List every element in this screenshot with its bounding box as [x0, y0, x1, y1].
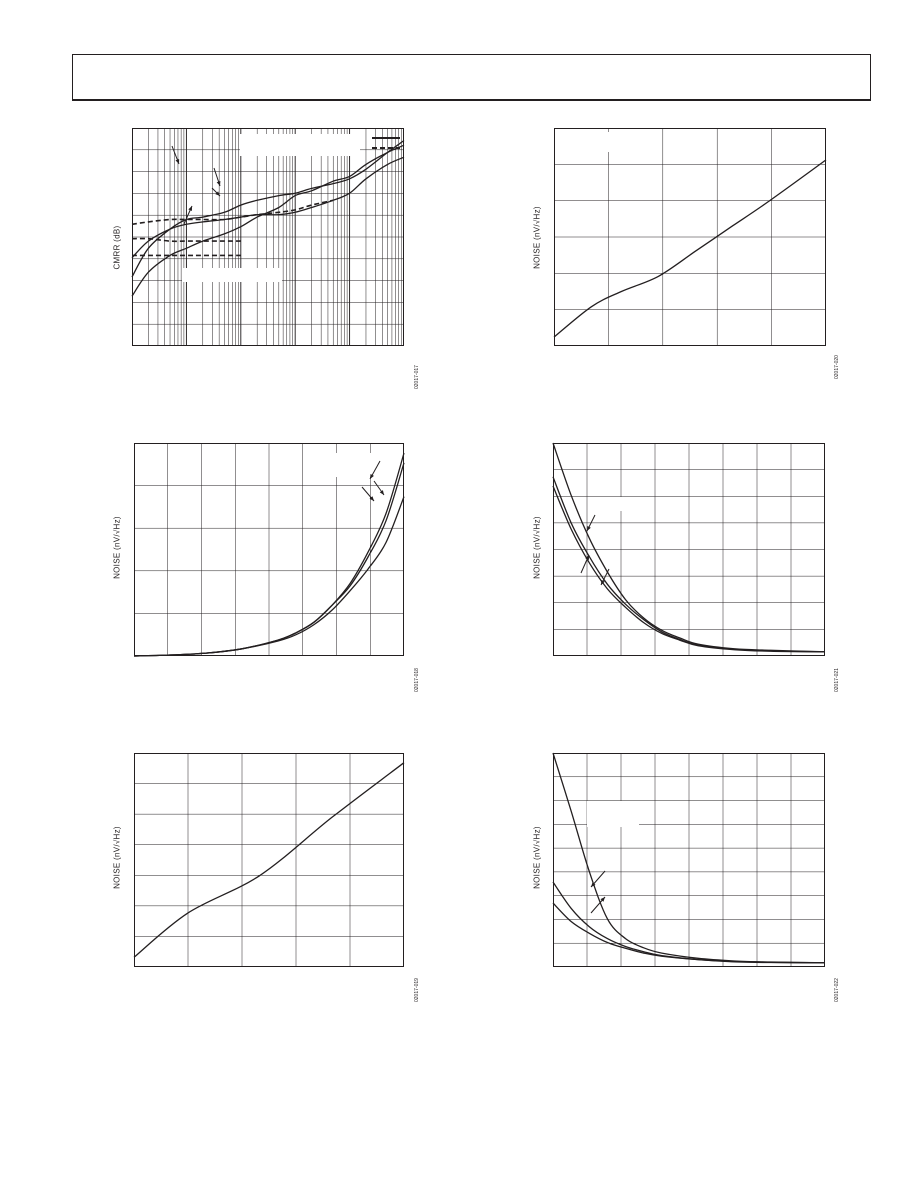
chart-plot-area	[553, 753, 825, 967]
callout-arrow-head	[176, 159, 180, 164]
chart-plot-area	[132, 128, 404, 346]
y-axis-label: NOISE (nV/√Hz)	[112, 516, 122, 579]
chart-plot-area	[134, 443, 404, 656]
label-area	[587, 801, 639, 827]
chart-panel-noise-linear-top	[520, 120, 850, 380]
grid	[553, 753, 825, 967]
y-axis-label: NOISE (nV/√Hz)	[532, 206, 542, 269]
label-area	[182, 268, 282, 282]
chart-panel-noise-linear-bottom	[100, 745, 430, 1005]
chart-panel-noise-decay-bottom	[520, 745, 850, 1005]
label-area	[589, 497, 633, 511]
grid	[132, 128, 404, 346]
figure-id: 02017-017	[414, 365, 420, 389]
callout-arrow-head	[217, 181, 221, 186]
label-area	[334, 453, 392, 477]
series-line-3	[132, 157, 404, 258]
series-line-1	[554, 160, 826, 337]
chart-plot-area	[134, 753, 404, 967]
figure-id: 02017-021	[834, 668, 840, 692]
chart-plot-area	[554, 128, 826, 346]
figure-id: 02017-022	[834, 978, 840, 1002]
grid	[554, 128, 826, 346]
y-axis-label: CMRR (dB)	[112, 225, 122, 270]
y-axis-label: NOISE (nV/√Hz)	[112, 826, 122, 889]
figure-id: 02017-018	[414, 668, 420, 692]
series-line-2	[132, 141, 404, 278]
label-area	[562, 132, 622, 152]
callout-arrow-head	[380, 490, 384, 495]
grid	[553, 443, 825, 656]
chart-panel-cmrr	[100, 120, 430, 389]
figure-id: 02017-019	[414, 978, 420, 1002]
figure-id: 02017-020	[834, 355, 840, 379]
y-axis-label: NOISE (nV/√Hz)	[532, 516, 542, 579]
plot-frame	[135, 754, 404, 967]
label-area	[240, 134, 360, 156]
chart-panel-noise-decay-top	[520, 435, 850, 695]
chart-panel-noise-exp	[100, 435, 430, 695]
grid	[134, 753, 404, 967]
y-axis-label: NOISE (nV/√Hz)	[532, 826, 542, 889]
series-line-1	[134, 763, 404, 958]
page-header-frame	[72, 54, 871, 101]
chart-plot-area	[553, 443, 825, 656]
